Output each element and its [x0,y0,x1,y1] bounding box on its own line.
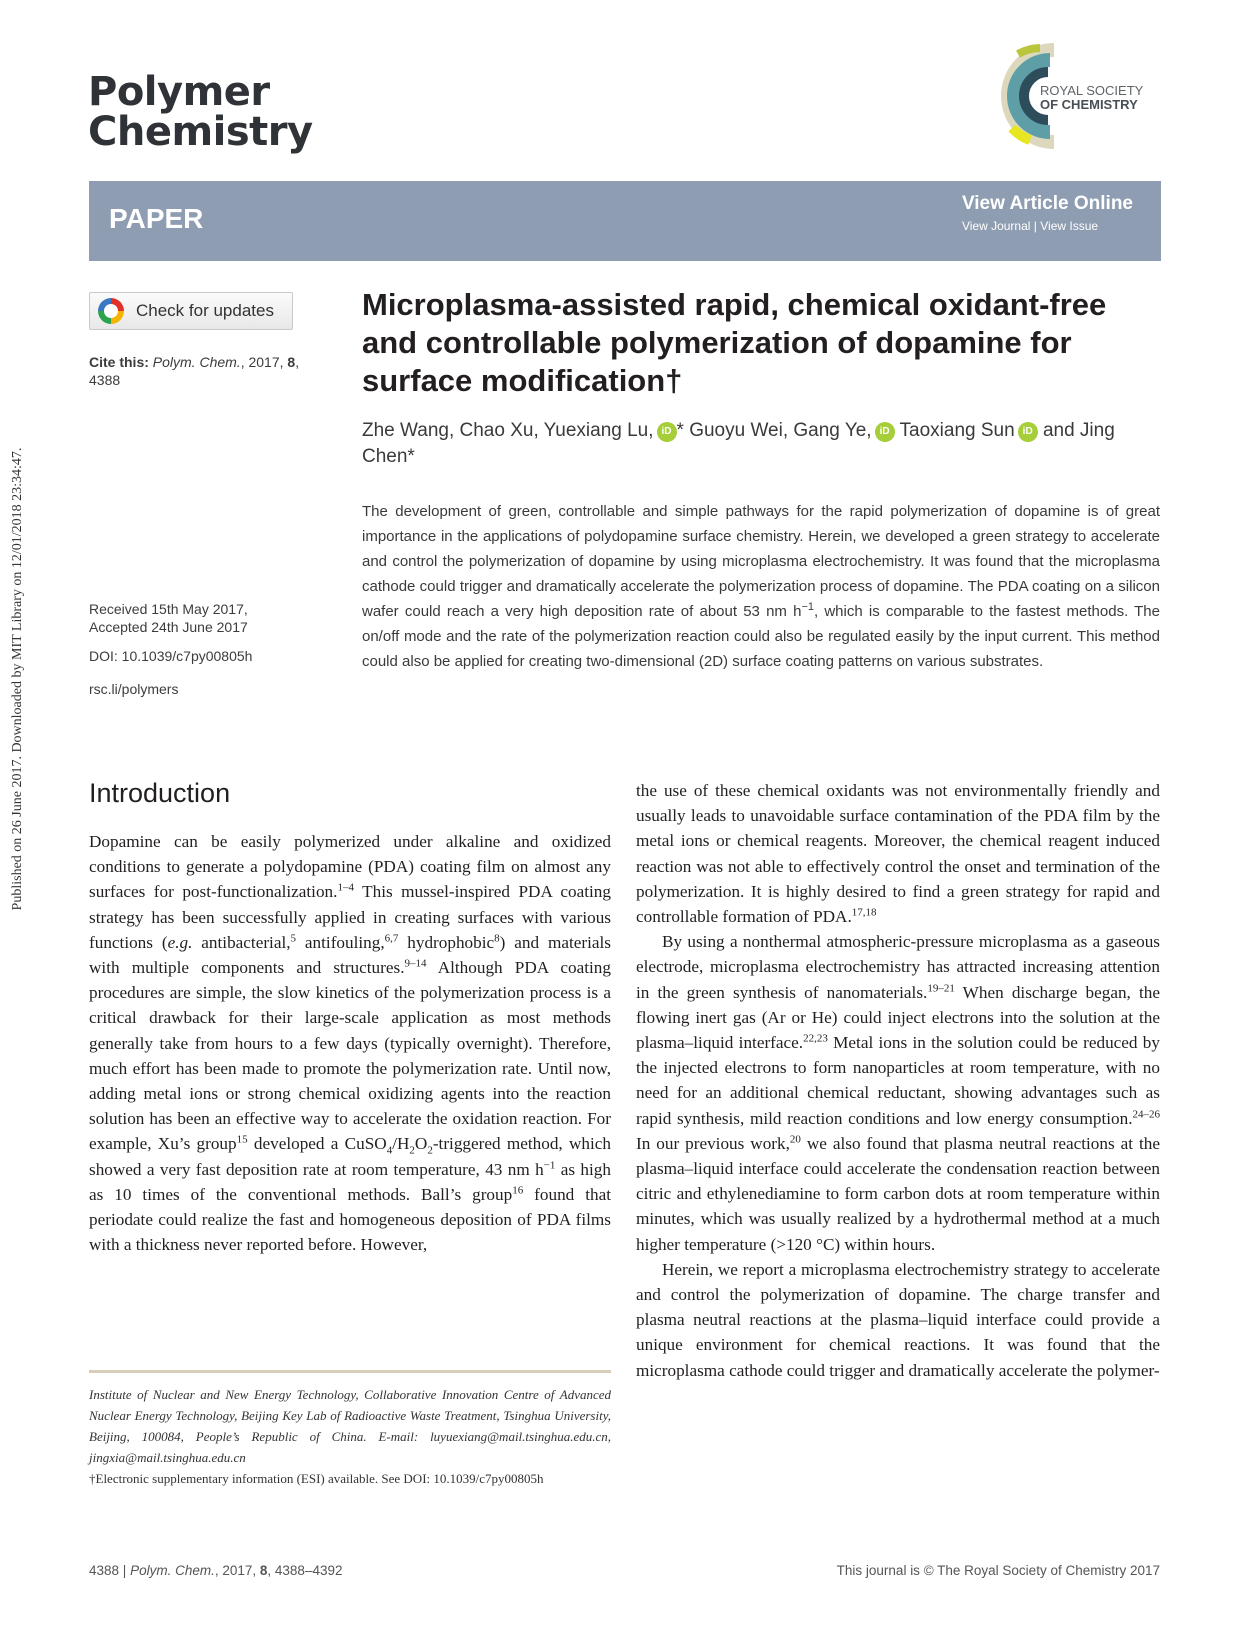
article-dates [89,600,319,636]
paragraph: Herein, we report a microplasma electrochemistry strategy to accelerate and control the polymerization of dopamine. The charge transfer and plasma neutral reactions at the plasma–liquid interface could provide a unique environment for chemical reactions. It was found that the microplasma cathode could trigger and dramatically accelerate the polymer- [636,1259,1160,1380]
journal-link[interactable]: rsc.li/polymers [89,681,179,697]
article-banner [89,181,1161,261]
abstract-text-1: The development of green, controllable and simple pathways for the rapid polymerization of dopamine is of great importance in the applications of polydopamine surface chemistry. Herein, we developed a green strategy to accelerate and control the polymerization of dopamine by using microplasma electrochemistry. It was found that the microplasma cathode could trigger and dramatically accelerate the polymerization process of dopamine. The PDA coating on a silicon wafer could reach a very high deposition rate of about 53 nm h [362,503,1160,620]
cite-pages: , 4388 [89,354,300,388]
cite-year: , 2017, [240,354,288,370]
authors-part-3: Taoxiang Sun [894,420,1015,441]
paragraph: By using a nonthermal atmospheric-pressure microplasma as a gaseous electrode, microplasma electrochemistry has attracted increasing attention in the green synthesis of nanomaterials.$^{19-21}$ When discharge began, the flowing inert gas (Ar or He) could inject electrons into the solution at the plasma–liquid interface.$^{22,23}$ Metal ions in the solution could be reduced by the injected electrons to form nanoparticles at room temperature, with no need for an additional chemical reductant, showing advantages such as rapid synthesis, mild reaction conditions and low energy consumption.$^{24-26}$ In our previous work,$^{20}$ we also found that plasma neutral reactions at the plasma–liquid interface could accelerate the condensation reaction between citric and ethylenediamine to form carbon dots at room temperature within minutes, which was usually realized by a hydrothermal method at a much higher temperature (>120 °C) within hours. [636,932,1160,1254]
check-for-updates-button[interactable] [89,292,293,330]
orcid-icon[interactable]: iD [875,422,895,442]
journal-title-line2: Chemistry [88,109,313,155]
download-side-note [4,405,32,953]
download-note-text: Published on 26 June 2017. Downloaded by MIT Library on 12/01/2018 23:34:47. [10,447,25,911]
body-column-left [89,829,611,1257]
authors-part-4: and Jing Chen* [362,420,1115,467]
footer-page-range: , 4388–4392 [267,1563,343,1578]
cite-volume: 8 [287,354,296,370]
citation [89,353,319,389]
received-date: Received 15th May 2017, [89,601,248,617]
check-for-updates-label: Check for updates [136,301,274,320]
orcid-icon[interactable]: iD [657,422,677,442]
footer-journal: Polym. Chem. [130,1563,215,1578]
cite-label: Cite this: [89,354,149,370]
footer-year: , 2017, [214,1563,260,1578]
paragraph: the use of these chemical oxidants was not environmentally friendly and usually leads to unavoidable surface contamination of the PDA film by the metal ions or chemical reagents. Moreover, the chemical reagent induced reaction was not able to effectively control the onset and termination of the polymerization. It is highly desired to find a green strategy for rapid and controllable formation of PDA.$^{17,18}$ [636,781,1160,927]
cite-journal: Polym. Chem. [152,354,241,370]
view-journal-link[interactable]: View Journal [961,219,1031,233]
page-footer-left [89,1563,342,1578]
page-number: 4388 [89,1563,120,1578]
esi-note: †Electronic supplementary information (ESI) available. See DOI: 10.1039/c7py00805h [89,1471,544,1486]
abstract-superscript: −1 [801,601,814,613]
abstract-text-2: , which is comparable to the fastest methods. The on/off mode and the rate of the polymerization reaction could also be regulated easily by the input current. This method could also be applied for creating two-dimensional (2D) surface coating patterns on various substrates. [362,603,1160,670]
journal-title-line1: Polymer [88,69,270,115]
doi[interactable]: DOI: 10.1039/c7py00805h [89,648,253,664]
link-separator: | [1033,219,1037,233]
view-article-online-link[interactable]: View Article Online [961,193,1133,214]
article-title: Microplasma-assisted rapid, chemical oxidant-free and controllable polymerization of dopamine for surface modification† [362,287,1107,398]
authors-part-1: Zhe Wang, Chao Xu, Yuexiang Lu, [362,420,654,441]
rsc-logo-line1: ROYAL SOCIETY [1040,83,1144,98]
section-label: PAPER [109,203,204,234]
page-footer-right: This journal is © The Royal Society of Chemistry 2017 [836,1563,1160,1578]
accepted-date: Accepted 24th June 2017 [89,619,248,635]
footer-separator: | [119,1563,131,1578]
affiliation: Institute of Nuclear and New Energy Technology, Collaborative Innovation Centre of Advanced Nuclear Energy Technology, Beijing Key Lab of Radioactive Waste Treatment, Tsinghua University, Beijing, 100084, People’s Republic of China. E-mail: luyuexiang@mail.tsinghua.edu.cn, jingxia@mail.tsinghua.edu.cn [89,1387,611,1465]
footnotes [89,1384,611,1489]
view-links [962,193,1133,233]
paragraph: Dopamine can be easily polymerized under alkaline and oxidized conditions to generate a polydopamine (PDA) coating film on almost any surfaces for post-functionalization.$^{1-4}$ This mussel-inspired PDA coating strategy has been successfully applied in creating surfaces with various functions (e.g. antibacterial,$^5$ antifouling,$^{6,7}$ hydrophobic$^8$) and materials with multiple components and structures.$^{9-14}$ Although PDA coating procedures are simple, the slow kinetics of the polymerization process is a critical drawback for their large-scale application as most methods generally take from hours to a few days (typically overnight). Therefore, much effort has been made to promote the polymerization rate. Until now, adding metal ions or strong chemical oxidizing agents into the reaction solution has been an effective way to accelerate the oxidation reaction. For example, Xu’s group$^{15}$ developed a $CuSO_4/H_2O_2$-triggered method, which showed a very fast deposition rate at room temperature, 43 nm $h^{-1}$ as high as 10 times of the conventional methods. Ball’s group$^{16}$ found that periodate could realize the fast and homogeneous deposition of PDA films with a thickness never reported before. However, [89,832,611,1255]
body-column-right [636,778,1160,1383]
rsc-logo-line2: OF CHEMISTRY [1040,97,1138,112]
crossmark-icon [98,298,124,324]
footer-volume: 8 [259,1563,268,1578]
authors-part-2: * Guoyu Wei, Gang Ye, [676,420,872,441]
journal-title [88,69,313,155]
rsc-logo[interactable] [990,40,1160,152]
orcid-icon[interactable]: iD [1018,422,1038,442]
footnote-divider [89,1370,611,1373]
abstract [362,499,1160,674]
section-heading-introduction: Introduction [89,778,231,808]
author-list [362,418,1162,470]
view-issue-link[interactable]: View Issue [1040,219,1099,233]
